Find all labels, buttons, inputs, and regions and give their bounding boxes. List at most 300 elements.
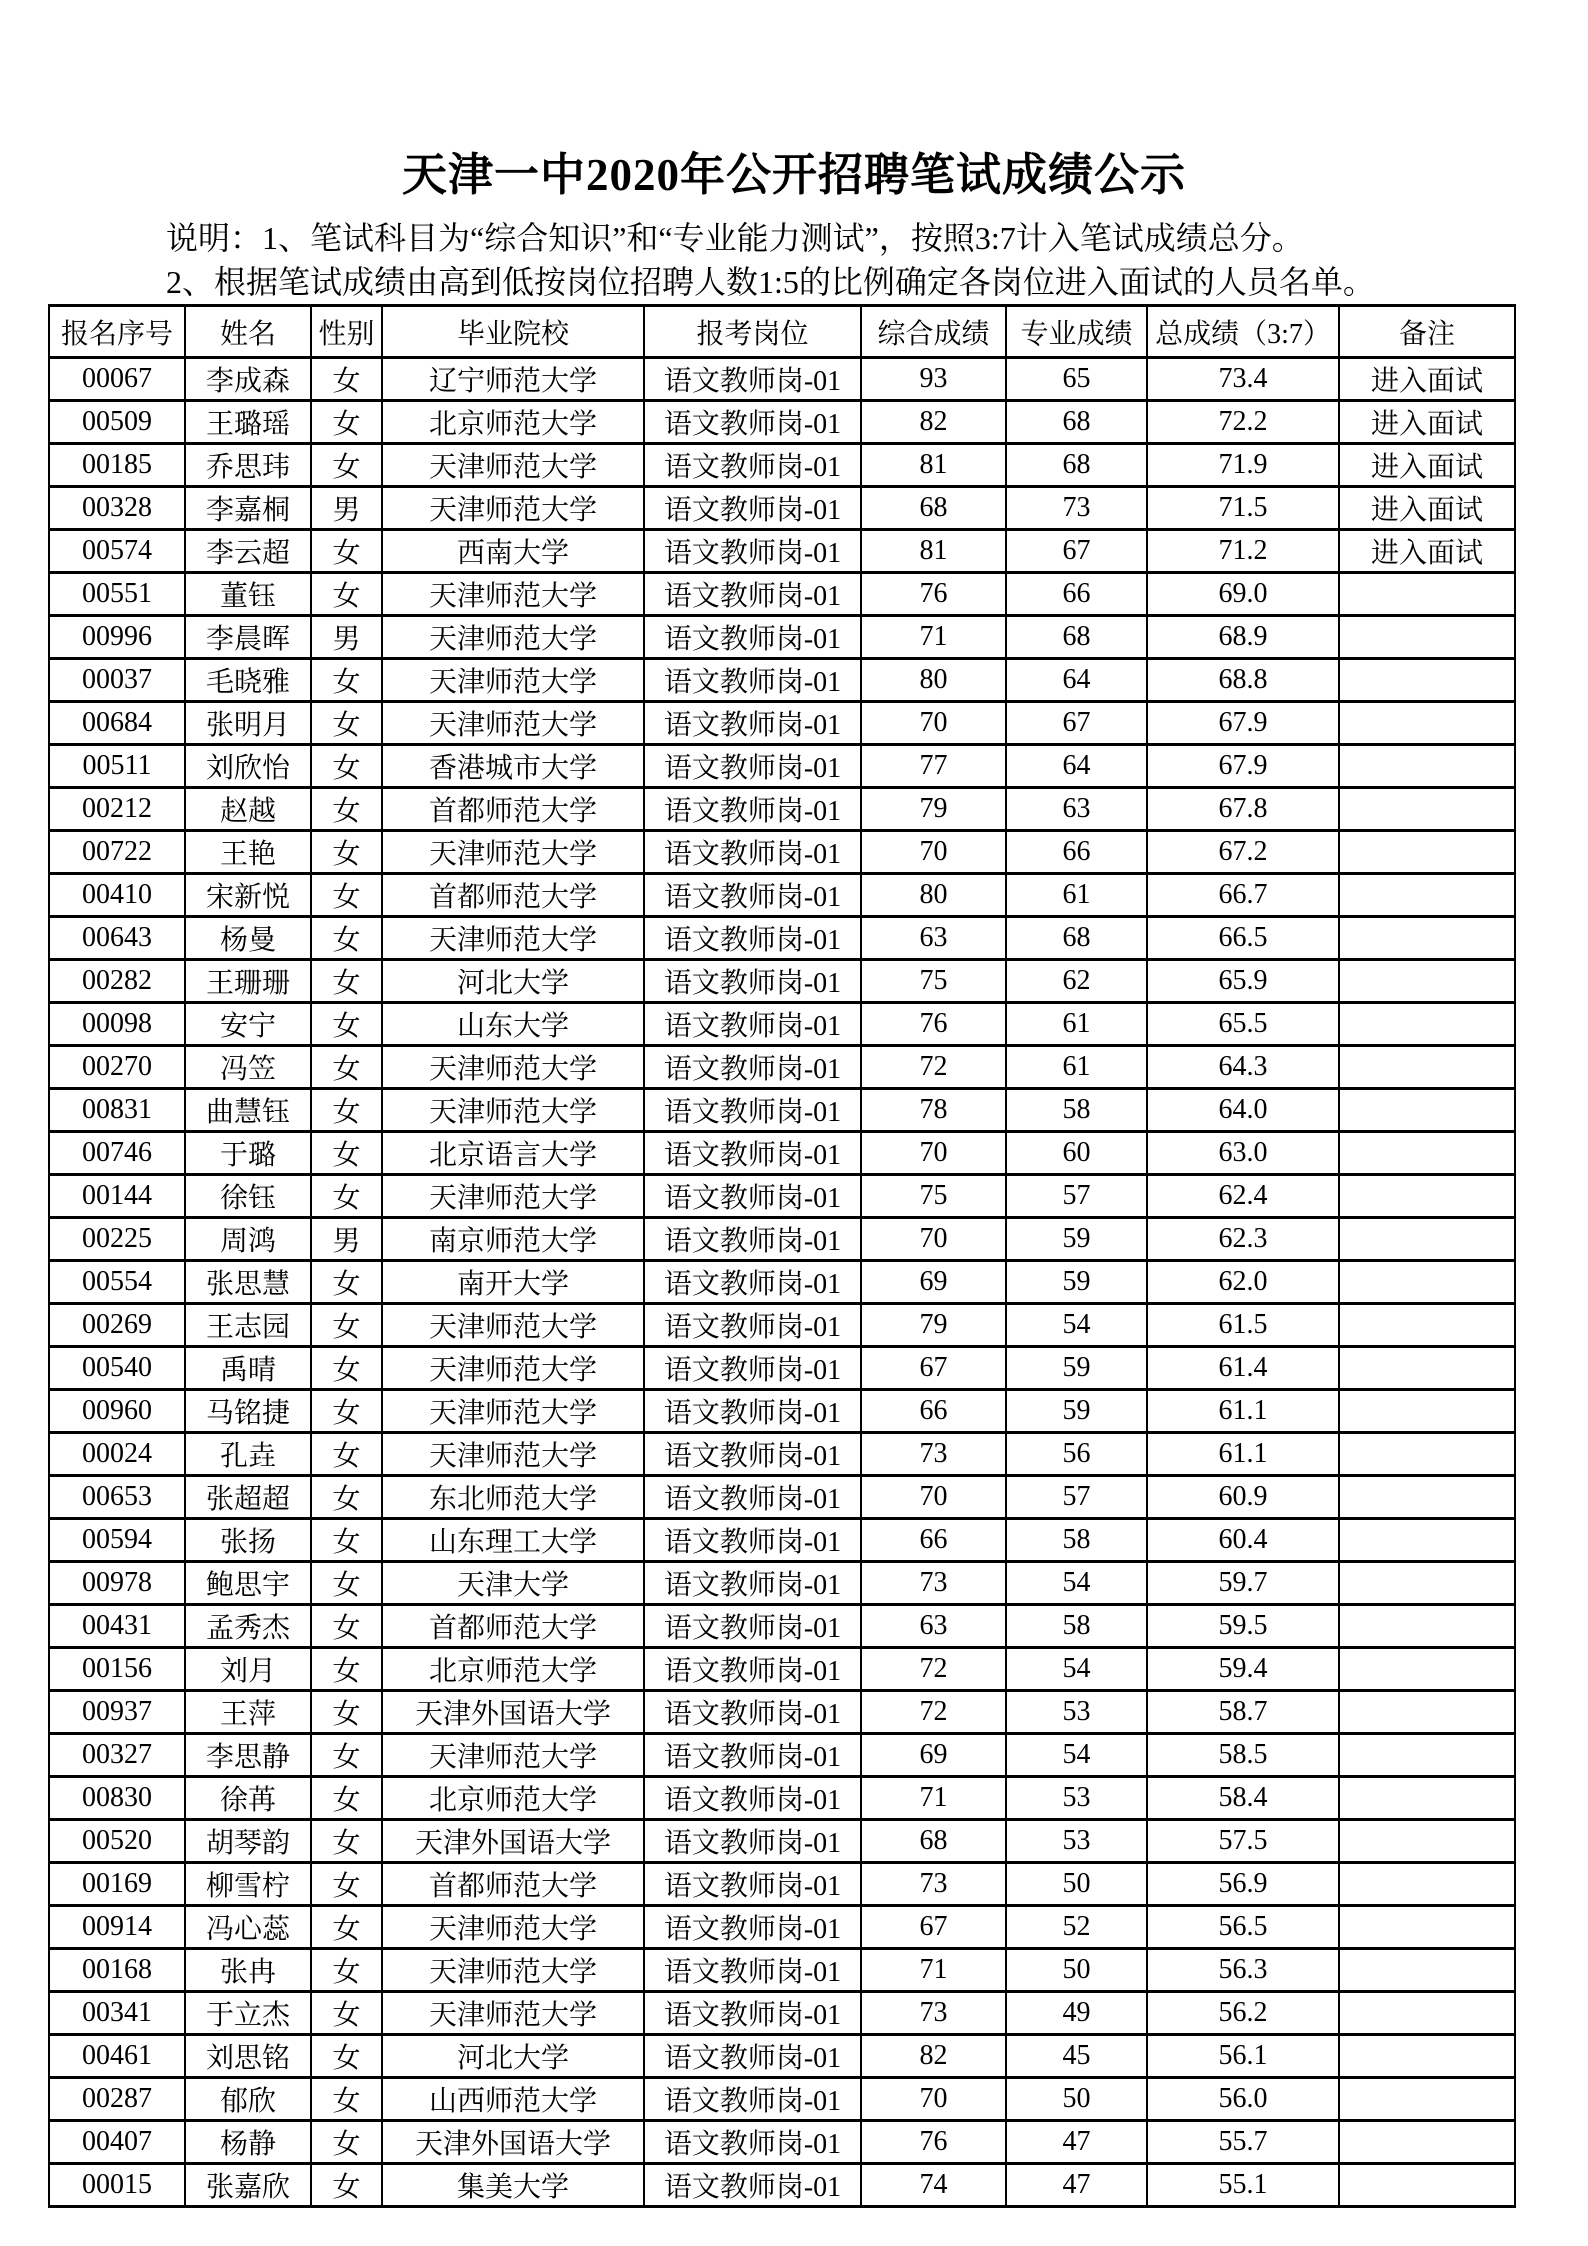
cell-name: 杨静	[185, 2121, 311, 2164]
cell-name: 乔思玮	[185, 444, 311, 487]
cell-position: 语文教师岗-01	[644, 659, 861, 702]
cell-comprehensive-score: 81	[861, 444, 1006, 487]
table-row	[49, 573, 1515, 616]
cell-comprehensive-score: 79	[861, 1304, 1006, 1347]
cell-university: 东北师范大学	[382, 1476, 644, 1519]
col-header-professional-score: 专业成绩	[1006, 306, 1147, 358]
cell-professional-score: 73	[1006, 487, 1147, 530]
cell-position: 语文教师岗-01	[644, 2164, 861, 2207]
table-row	[49, 831, 1515, 874]
cell-name: 刘欣怡	[185, 745, 311, 788]
cell-reg-no: 00156	[49, 1648, 185, 1691]
cell-position: 语文教师岗-01	[644, 1476, 861, 1519]
cell-university: 天津师范大学	[382, 1347, 644, 1390]
cell-name: 张思慧	[185, 1261, 311, 1304]
cell-gender: 女	[311, 702, 382, 745]
cell-name: 刘月	[185, 1648, 311, 1691]
cell-remark	[1339, 1691, 1515, 1734]
cell-gender: 女	[311, 1304, 382, 1347]
cell-gender: 女	[311, 1605, 382, 1648]
cell-position: 语文教师岗-01	[644, 831, 861, 874]
cell-gender: 女	[311, 831, 382, 874]
cell-university: 天津师范大学	[382, 487, 644, 530]
cell-reg-no: 00024	[49, 1433, 185, 1476]
cell-gender: 女	[311, 1089, 382, 1132]
cell-professional-score: 47	[1006, 2121, 1147, 2164]
table-row	[49, 1648, 1515, 1691]
cell-position: 语文教师岗-01	[644, 487, 861, 530]
col-header-gender: 性别	[311, 306, 382, 358]
cell-remark	[1339, 2164, 1515, 2207]
col-header-position: 报考岗位	[644, 306, 861, 358]
cell-name: 禹晴	[185, 1347, 311, 1390]
cell-comprehensive-score: 70	[861, 1476, 1006, 1519]
cell-professional-score: 56	[1006, 1433, 1147, 1476]
cell-remark	[1339, 1433, 1515, 1476]
cell-comprehensive-score: 70	[861, 1218, 1006, 1261]
cell-remark	[1339, 1863, 1515, 1906]
cell-comprehensive-score: 68	[861, 487, 1006, 530]
cell-university: 天津师范大学	[382, 1433, 644, 1476]
cell-university: 北京师范大学	[382, 1777, 644, 1820]
cell-remark	[1339, 1562, 1515, 1605]
cell-name: 郁欣	[185, 2078, 311, 2121]
cell-comprehensive-score: 76	[861, 2121, 1006, 2164]
cell-remark	[1339, 917, 1515, 960]
cell-professional-score: 62	[1006, 960, 1147, 1003]
cell-professional-score: 57	[1006, 1175, 1147, 1218]
cell-reg-no: 00978	[49, 1562, 185, 1605]
cell-comprehensive-score: 80	[861, 874, 1006, 917]
cell-comprehensive-score: 73	[861, 1433, 1006, 1476]
cell-position: 语文教师岗-01	[644, 1992, 861, 2035]
cell-name: 赵越	[185, 788, 311, 831]
cell-university: 北京语言大学	[382, 1132, 644, 1175]
cell-reg-no: 00015	[49, 2164, 185, 2207]
cell-reg-no: 00098	[49, 1003, 185, 1046]
cell-reg-no: 00282	[49, 960, 185, 1003]
col-header-remarks: 备注	[1339, 306, 1515, 358]
cell-professional-score: 53	[1006, 1691, 1147, 1734]
cell-total-score: 67.9	[1147, 702, 1339, 745]
cell-total-score: 59.5	[1147, 1605, 1339, 1648]
cell-gender: 女	[311, 1906, 382, 1949]
cell-position: 语文教师岗-01	[644, 401, 861, 444]
cell-reg-no: 00144	[49, 1175, 185, 1218]
cell-university: 天津师范大学	[382, 1304, 644, 1347]
cell-position: 语文教师岗-01	[644, 1261, 861, 1304]
cell-professional-score: 50	[1006, 1863, 1147, 1906]
cell-comprehensive-score: 63	[861, 917, 1006, 960]
cell-professional-score: 64	[1006, 745, 1147, 788]
table-row	[49, 2078, 1515, 2121]
cell-professional-score: 67	[1006, 702, 1147, 745]
cell-remark	[1339, 1949, 1515, 1992]
cell-gender: 女	[311, 444, 382, 487]
cell-comprehensive-score: 77	[861, 745, 1006, 788]
cell-remark	[1339, 702, 1515, 745]
cell-position: 语文教师岗-01	[644, 745, 861, 788]
cell-gender: 女	[311, 1562, 382, 1605]
table-row	[49, 1218, 1515, 1261]
cell-name: 孔垚	[185, 1433, 311, 1476]
cell-name: 杨曼	[185, 917, 311, 960]
cell-name: 徐苒	[185, 1777, 311, 1820]
table-row	[49, 1390, 1515, 1433]
cell-comprehensive-score: 80	[861, 659, 1006, 702]
cell-gender: 女	[311, 1691, 382, 1734]
cell-total-score: 59.4	[1147, 1648, 1339, 1691]
cell-total-score: 73.4	[1147, 358, 1339, 401]
cell-remark	[1339, 1089, 1515, 1132]
cell-position: 语文教师岗-01	[644, 874, 861, 917]
cell-reg-no: 00270	[49, 1046, 185, 1089]
cell-remark: 进入面试	[1339, 530, 1515, 573]
cell-professional-score: 59	[1006, 1218, 1147, 1261]
cell-total-score: 56.1	[1147, 2035, 1339, 2078]
cell-gender: 女	[311, 1132, 382, 1175]
cell-professional-score: 61	[1006, 874, 1147, 917]
cell-total-score: 57.5	[1147, 1820, 1339, 1863]
cell-position: 语文教师岗-01	[644, 1132, 861, 1175]
cell-total-score: 56.9	[1147, 1863, 1339, 1906]
cell-comprehensive-score: 75	[861, 960, 1006, 1003]
cell-university: 西南大学	[382, 530, 644, 573]
table-row	[49, 1132, 1515, 1175]
cell-position: 语文教师岗-01	[644, 573, 861, 616]
cell-professional-score: 45	[1006, 2035, 1147, 2078]
cell-university: 香港城市大学	[382, 745, 644, 788]
cell-comprehensive-score: 82	[861, 401, 1006, 444]
cell-professional-score: 54	[1006, 1648, 1147, 1691]
cell-professional-score: 53	[1006, 1820, 1147, 1863]
cell-university: 首都师范大学	[382, 874, 644, 917]
cell-name: 李成森	[185, 358, 311, 401]
cell-reg-no: 00574	[49, 530, 185, 573]
cell-remark	[1339, 1218, 1515, 1261]
cell-position: 语文教师岗-01	[644, 1949, 861, 1992]
cell-comprehensive-score: 76	[861, 573, 1006, 616]
cell-reg-no: 00551	[49, 573, 185, 616]
cell-total-score: 61.5	[1147, 1304, 1339, 1347]
cell-name: 冯心蕊	[185, 1906, 311, 1949]
cell-total-score: 67.9	[1147, 745, 1339, 788]
cell-position: 语文教师岗-01	[644, 1562, 861, 1605]
table-row	[49, 1820, 1515, 1863]
table-row	[49, 1734, 1515, 1777]
cell-comprehensive-score: 66	[861, 1390, 1006, 1433]
cell-university: 山东理工大学	[382, 1519, 644, 1562]
cell-gender: 女	[311, 788, 382, 831]
cell-university: 天津师范大学	[382, 831, 644, 874]
cell-gender: 女	[311, 874, 382, 917]
cell-reg-no: 00746	[49, 1132, 185, 1175]
cell-total-score: 71.2	[1147, 530, 1339, 573]
cell-remark	[1339, 1132, 1515, 1175]
cell-reg-no: 00225	[49, 1218, 185, 1261]
cell-position: 语文教师岗-01	[644, 1175, 861, 1218]
cell-gender: 女	[311, 1433, 382, 1476]
cell-university: 天津师范大学	[382, 1390, 644, 1433]
cell-reg-no: 00511	[49, 745, 185, 788]
cell-reg-no: 00410	[49, 874, 185, 917]
col-header-reg-no: 报名序号	[49, 306, 185, 358]
table-row	[49, 1777, 1515, 1820]
cell-position: 语文教师岗-01	[644, 358, 861, 401]
cell-position: 语文教师岗-01	[644, 530, 861, 573]
cell-total-score: 63.0	[1147, 1132, 1339, 1175]
cell-total-score: 61.4	[1147, 1347, 1339, 1390]
cell-name: 王艳	[185, 831, 311, 874]
cell-professional-score: 68	[1006, 401, 1147, 444]
table-row	[49, 2121, 1515, 2164]
cell-comprehensive-score: 70	[861, 702, 1006, 745]
cell-total-score: 71.9	[1147, 444, 1339, 487]
cell-university: 天津外国语大学	[382, 1691, 644, 1734]
cell-name: 冯笠	[185, 1046, 311, 1089]
table-row	[49, 1175, 1515, 1218]
cell-reg-no: 00341	[49, 1992, 185, 2035]
cell-position: 语文教师岗-01	[644, 1691, 861, 1734]
cell-total-score: 64.3	[1147, 1046, 1339, 1089]
cell-professional-score: 59	[1006, 1347, 1147, 1390]
cell-gender: 女	[311, 1175, 382, 1218]
cell-name: 孟秀杰	[185, 1605, 311, 1648]
cell-position: 语文教师岗-01	[644, 2035, 861, 2078]
table-row	[49, 1003, 1515, 1046]
cell-name: 王萍	[185, 1691, 311, 1734]
cell-remark	[1339, 1648, 1515, 1691]
cell-reg-no: 00722	[49, 831, 185, 874]
cell-reg-no: 00168	[49, 1949, 185, 1992]
cell-comprehensive-score: 70	[861, 1132, 1006, 1175]
cell-professional-score: 57	[1006, 1476, 1147, 1519]
table-row	[49, 1347, 1515, 1390]
table-row	[49, 1562, 1515, 1605]
cell-professional-score: 64	[1006, 659, 1147, 702]
note-line-2: 2、根据笔试成绩由高到低按岗位招聘人数1:5的比例确定各岗位进入面试的人员名单。	[166, 264, 1375, 300]
cell-comprehensive-score: 73	[861, 1562, 1006, 1605]
cell-comprehensive-score: 93	[861, 358, 1006, 401]
cell-university: 天津师范大学	[382, 616, 644, 659]
cell-reg-no: 00269	[49, 1304, 185, 1347]
cell-comprehensive-score: 75	[861, 1175, 1006, 1218]
cell-position: 语文教师岗-01	[644, 1003, 861, 1046]
cell-total-score: 59.7	[1147, 1562, 1339, 1605]
cell-total-score: 56.0	[1147, 2078, 1339, 2121]
table-row	[49, 2164, 1515, 2207]
cell-position: 语文教师岗-01	[644, 1304, 861, 1347]
cell-name: 胡琴韵	[185, 1820, 311, 1863]
cell-reg-no: 00914	[49, 1906, 185, 1949]
cell-remark	[1339, 745, 1515, 788]
cell-reg-no: 00185	[49, 444, 185, 487]
cell-university: 集美大学	[382, 2164, 644, 2207]
cell-name: 李思静	[185, 1734, 311, 1777]
cell-total-score: 66.5	[1147, 917, 1339, 960]
cell-reg-no: 00996	[49, 616, 185, 659]
cell-reg-no: 00653	[49, 1476, 185, 1519]
cell-remark: 进入面试	[1339, 358, 1515, 401]
table-row	[49, 874, 1515, 917]
cell-position: 语文教师岗-01	[644, 1347, 861, 1390]
table-row	[49, 1089, 1515, 1132]
cell-total-score: 55.1	[1147, 2164, 1339, 2207]
table-row	[49, 1992, 1515, 2035]
cell-total-score: 67.8	[1147, 788, 1339, 831]
cell-professional-score: 47	[1006, 2164, 1147, 2207]
cell-remark	[1339, 616, 1515, 659]
cell-total-score: 69.0	[1147, 573, 1339, 616]
cell-total-score: 61.1	[1147, 1390, 1339, 1433]
cell-comprehensive-score: 74	[861, 2164, 1006, 2207]
cell-total-score: 68.9	[1147, 616, 1339, 659]
cell-remark	[1339, 1777, 1515, 1820]
cell-comprehensive-score: 63	[861, 1605, 1006, 1648]
cell-comprehensive-score: 69	[861, 1261, 1006, 1304]
cell-comprehensive-score: 71	[861, 616, 1006, 659]
cell-professional-score: 67	[1006, 530, 1147, 573]
table-row	[49, 917, 1515, 960]
cell-position: 语文教师岗-01	[644, 960, 861, 1003]
notes-block	[166, 216, 1588, 304]
cell-name: 张冉	[185, 1949, 311, 1992]
cell-professional-score: 61	[1006, 1046, 1147, 1089]
cell-total-score: 71.5	[1147, 487, 1339, 530]
cell-professional-score: 68	[1006, 444, 1147, 487]
cell-comprehensive-score: 79	[861, 788, 1006, 831]
table-row	[49, 1304, 1515, 1347]
cell-reg-no: 00328	[49, 487, 185, 530]
cell-university: 天津师范大学	[382, 444, 644, 487]
cell-name: 张扬	[185, 1519, 311, 1562]
table-row	[49, 1261, 1515, 1304]
cell-gender: 女	[311, 1648, 382, 1691]
table-row	[49, 1433, 1515, 1476]
cell-comprehensive-score: 73	[861, 1863, 1006, 1906]
cell-remark	[1339, 1261, 1515, 1304]
cell-gender: 女	[311, 659, 382, 702]
cell-position: 语文教师岗-01	[644, 1906, 861, 1949]
cell-comprehensive-score: 82	[861, 2035, 1006, 2078]
cell-name: 马铭捷	[185, 1390, 311, 1433]
cell-gender: 女	[311, 2035, 382, 2078]
cell-university: 山东大学	[382, 1003, 644, 1046]
table-row	[49, 1605, 1515, 1648]
cell-comprehensive-score: 70	[861, 831, 1006, 874]
cell-position: 语文教师岗-01	[644, 917, 861, 960]
cell-remark	[1339, 960, 1515, 1003]
cell-total-score: 68.8	[1147, 659, 1339, 702]
cell-remark	[1339, 1605, 1515, 1648]
cell-gender: 女	[311, 1734, 382, 1777]
cell-position: 语文教师岗-01	[644, 1433, 861, 1476]
cell-university: 天津师范大学	[382, 917, 644, 960]
cell-remark	[1339, 874, 1515, 917]
cell-gender: 女	[311, 1046, 382, 1089]
table-row	[49, 702, 1515, 745]
cell-reg-no: 00540	[49, 1347, 185, 1390]
cell-gender: 女	[311, 1003, 382, 1046]
table-row	[49, 788, 1515, 831]
cell-total-score: 56.3	[1147, 1949, 1339, 1992]
cell-reg-no: 00831	[49, 1089, 185, 1132]
cell-remark	[1339, 1476, 1515, 1519]
cell-position: 语文教师岗-01	[644, 1089, 861, 1132]
cell-position: 语文教师岗-01	[644, 788, 861, 831]
cell-total-score: 60.9	[1147, 1476, 1339, 1519]
cell-position: 语文教师岗-01	[644, 1519, 861, 1562]
cell-position: 语文教师岗-01	[644, 616, 861, 659]
cell-gender: 男	[311, 487, 382, 530]
cell-reg-no: 00937	[49, 1691, 185, 1734]
cell-total-score: 58.4	[1147, 1777, 1339, 1820]
cell-remark	[1339, 831, 1515, 874]
cell-comprehensive-score: 71	[861, 1777, 1006, 1820]
cell-university: 天津师范大学	[382, 1906, 644, 1949]
cell-name: 刘思铭	[185, 2035, 311, 2078]
cell-remark	[1339, 1347, 1515, 1390]
cell-name: 宋新悦	[185, 874, 311, 917]
table-row	[49, 487, 1515, 530]
cell-university: 北京师范大学	[382, 1648, 644, 1691]
table-row	[49, 2035, 1515, 2078]
cell-name: 张超超	[185, 1476, 311, 1519]
cell-university: 南开大学	[382, 1261, 644, 1304]
cell-remark	[1339, 1003, 1515, 1046]
cell-university: 天津师范大学	[382, 702, 644, 745]
cell-gender: 男	[311, 616, 382, 659]
cell-remark: 进入面试	[1339, 487, 1515, 530]
cell-name: 董钰	[185, 573, 311, 616]
cell-position: 语文教师岗-01	[644, 1863, 861, 1906]
cell-name: 于立杰	[185, 1992, 311, 2035]
cell-professional-score: 59	[1006, 1390, 1147, 1433]
cell-position: 语文教师岗-01	[644, 1046, 861, 1089]
cell-total-score: 58.5	[1147, 1734, 1339, 1777]
cell-name: 李云超	[185, 530, 311, 573]
cell-reg-no: 00960	[49, 1390, 185, 1433]
cell-university: 天津师范大学	[382, 659, 644, 702]
cell-remark	[1339, 1906, 1515, 1949]
cell-position: 语文教师岗-01	[644, 1605, 861, 1648]
cell-position: 语文教师岗-01	[644, 2078, 861, 2121]
cell-professional-score: 54	[1006, 1304, 1147, 1347]
cell-professional-score: 50	[1006, 1949, 1147, 1992]
cell-reg-no: 00037	[49, 659, 185, 702]
cell-remark	[1339, 659, 1515, 702]
cell-comprehensive-score: 70	[861, 2078, 1006, 2121]
cell-comprehensive-score: 72	[861, 1691, 1006, 1734]
cell-reg-no: 00520	[49, 1820, 185, 1863]
cell-name: 李晨晖	[185, 616, 311, 659]
col-header-comprehensive-score: 综合成绩	[861, 306, 1006, 358]
cell-remark	[1339, 2078, 1515, 2121]
cell-total-score: 55.7	[1147, 2121, 1339, 2164]
table-row	[49, 1906, 1515, 1949]
cell-remark	[1339, 788, 1515, 831]
cell-position: 语文教师岗-01	[644, 2121, 861, 2164]
cell-name: 徐钰	[185, 1175, 311, 1218]
cell-comprehensive-score: 78	[861, 1089, 1006, 1132]
cell-gender: 女	[311, 1519, 382, 1562]
cell-gender: 女	[311, 1476, 382, 1519]
table-row	[49, 1691, 1515, 1734]
cell-total-score: 66.7	[1147, 874, 1339, 917]
col-header-university: 毕业院校	[382, 306, 644, 358]
cell-reg-no: 00407	[49, 2121, 185, 2164]
note-line-1: 说明：1、笔试科目为“综合知识”和“专业能力测试”，按照3:7计入笔试成绩总分。	[166, 220, 1304, 256]
